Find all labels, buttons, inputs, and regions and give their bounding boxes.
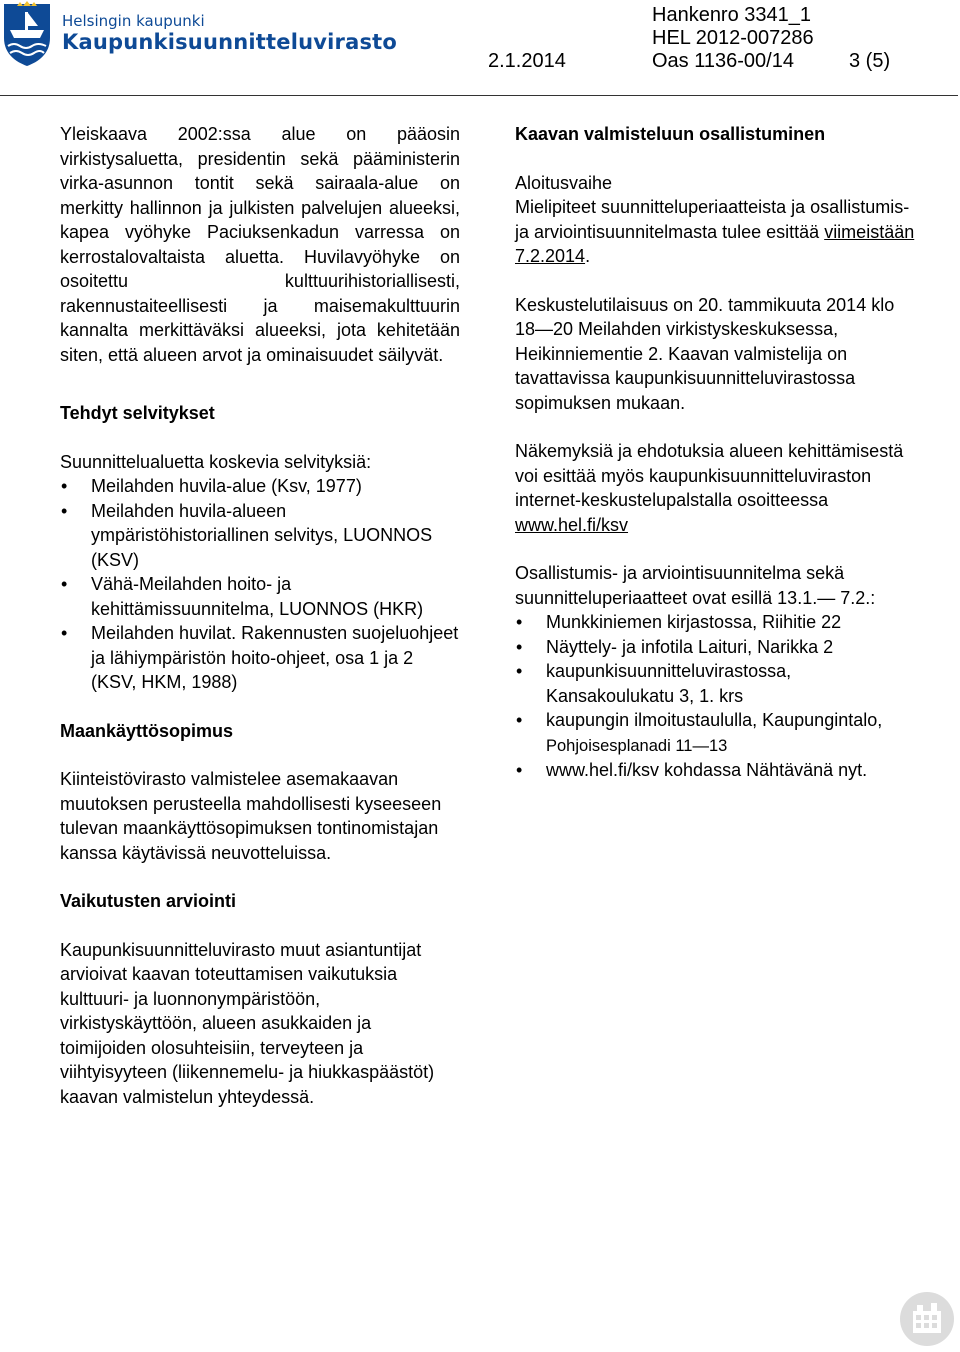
list-item-address: Pohjoisesplanadi 11—13	[546, 736, 728, 755]
page-number: 3 (5)	[849, 50, 891, 72]
document-watermark-icon	[899, 1291, 955, 1347]
org-name-small: Helsingin kaupunki	[62, 12, 205, 30]
project-number: Hankenro 3341_1	[652, 4, 812, 26]
maankaytto-heading: Maankäyttösopimus	[60, 720, 234, 741]
osallistuminen-heading: Kaavan valmisteluun osallistuminen	[515, 124, 826, 144]
case-number: HEL 2012-007286	[652, 27, 814, 49]
selvitykset-list	[60, 474, 460, 695]
oas-number: Oas 1136-00/14	[652, 50, 794, 72]
nakemykset-text: Näkemyksiä ja ehdotuksia alueen kehittämisestä voi esittää myös kaupunkisuunnitteluviraston internet-keskustelupalstalla osoitteessa	[515, 441, 904, 510]
selvitykset-intro: Suunnittelualuetta koskevia selvityksiä:	[60, 451, 372, 472]
org-name: Kaupunkisuunnitteluvirasto	[62, 30, 398, 54]
list-item	[515, 708, 915, 758]
aloitus-paragraph	[515, 195, 915, 269]
list-item: • Munkkiniemen kirjastossa, Riihitie 22	[515, 610, 915, 635]
list-item: • Meilahden huvilat. Rakennusten suojeluohjeet ja lähiympäristön hoito-ohjeet, osa 1 ja 2 (KSV, HKM, 1988)	[60, 621, 460, 695]
list-item: • Meilahden huvila-alue (Ksv, 1977)	[60, 474, 460, 499]
keskustelu-paragraph: Keskustelutilaisuus on 20. tammikuuta 2014 klo 18—20 Meilahden virkistyskeskuksessa, Heikinniementie 2. Kaavan valmistelija on tavattavissa kaupunkisuunnitteluvirastossa sopimuksen mukaan.	[515, 294, 895, 413]
intro-paragraph: Yleiskaava 2002:ssa alue on pääosin virkistysaluetta, presidentin sekä pääministerin virka-asunnon tontit sekä sairaala-alue on merkitty hallinnon ja julkisten palvelujen alueeksi, kapea vyöhyke Paciuksenkadun varressa on kerrostalovaltaista aluetta. Huvilavyöhyke on osoitettu kulttuurihistoriallisesti, rakennustaiteellisesti ja maisemakulttuurin kannalta merkittäväksi alueeksi, jota kehitetään siten, että alueen arvot ja ominaisuudet säilyvät.	[60, 124, 460, 365]
list-item-main: kaupungin ilmoitustaululla, Kaupungintalo,	[546, 710, 883, 730]
list-item: • Näyttely- ja infotila Laituri, Narikka 2	[515, 635, 915, 660]
aloitus-text: Mielipiteet suunnitteluperiaatteista ja osallistumis- ja arviointisuunnitelmasta tulee esittää	[515, 197, 910, 242]
aloitus-label: Aloitusvaihe	[515, 172, 613, 193]
esilla-list	[515, 610, 915, 783]
header-divider	[0, 95, 958, 96]
ksv-link[interactable]: www.hel.fi/ksv	[515, 514, 629, 535]
document-date: 2.1.2014	[488, 50, 566, 72]
esilla-paragraph: Osallistumis- ja arviointisuunnitelma sekä suunnitteluperiaatteet ovat esillä 13.1.— 7.2.:	[515, 563, 876, 608]
vaikutukset-paragraph: Kaupunkisuunnitteluvirasto muut asiantuntijat arvioivat kaavan toteuttamisen vaikutuksia kulttuuri- ja luonnonympäristöön, virkistyskäyttöön, alueen asukkaiden ja toimijoiden olosuhteisiin, terveyteen ja viihtyisyyteen (liikennemelu- ja hiukkaspäästöt) kaavan valmistelun yhteydessä.	[60, 939, 435, 1107]
helsinki-crest-icon	[0, 0, 54, 68]
aloitus-end: .	[585, 246, 591, 266]
nakemykset-paragraph	[515, 439, 915, 537]
deadline-text: viimeistään 7.2.2014	[515, 221, 915, 266]
maankaytto-paragraph: Kiinteistövirasto valmistelee asemakaavan muutoksen perusteella mahdollisesti kyseeseen tulevan maankäyttösopimuksen tontinomistajan kanssa käytävissä neuvotteluissa.	[60, 769, 442, 863]
vaikutukset-heading: Vaikutusten arviointi	[60, 891, 237, 911]
list-item: • www.hel.fi/ksv kohdassa Nähtävänä nyt.	[515, 758, 915, 783]
selvitykset-heading: Tehdyt selvitykset	[60, 403, 215, 423]
list-item: • Vähä-Meilahden hoito- ja kehittämissuunnitelma, LUONNOS (HKR)	[60, 572, 460, 621]
list-item: • kaupunkisuunnitteluvirastossa, Kansakoulukatu 3, 1. krs	[515, 659, 915, 708]
list-item: • Meilahden huvila-alueen ympäristöhistoriallinen selvitys, LUONNOS (KSV)	[60, 499, 460, 573]
left-column	[60, 122, 460, 1109]
right-column	[515, 122, 915, 783]
